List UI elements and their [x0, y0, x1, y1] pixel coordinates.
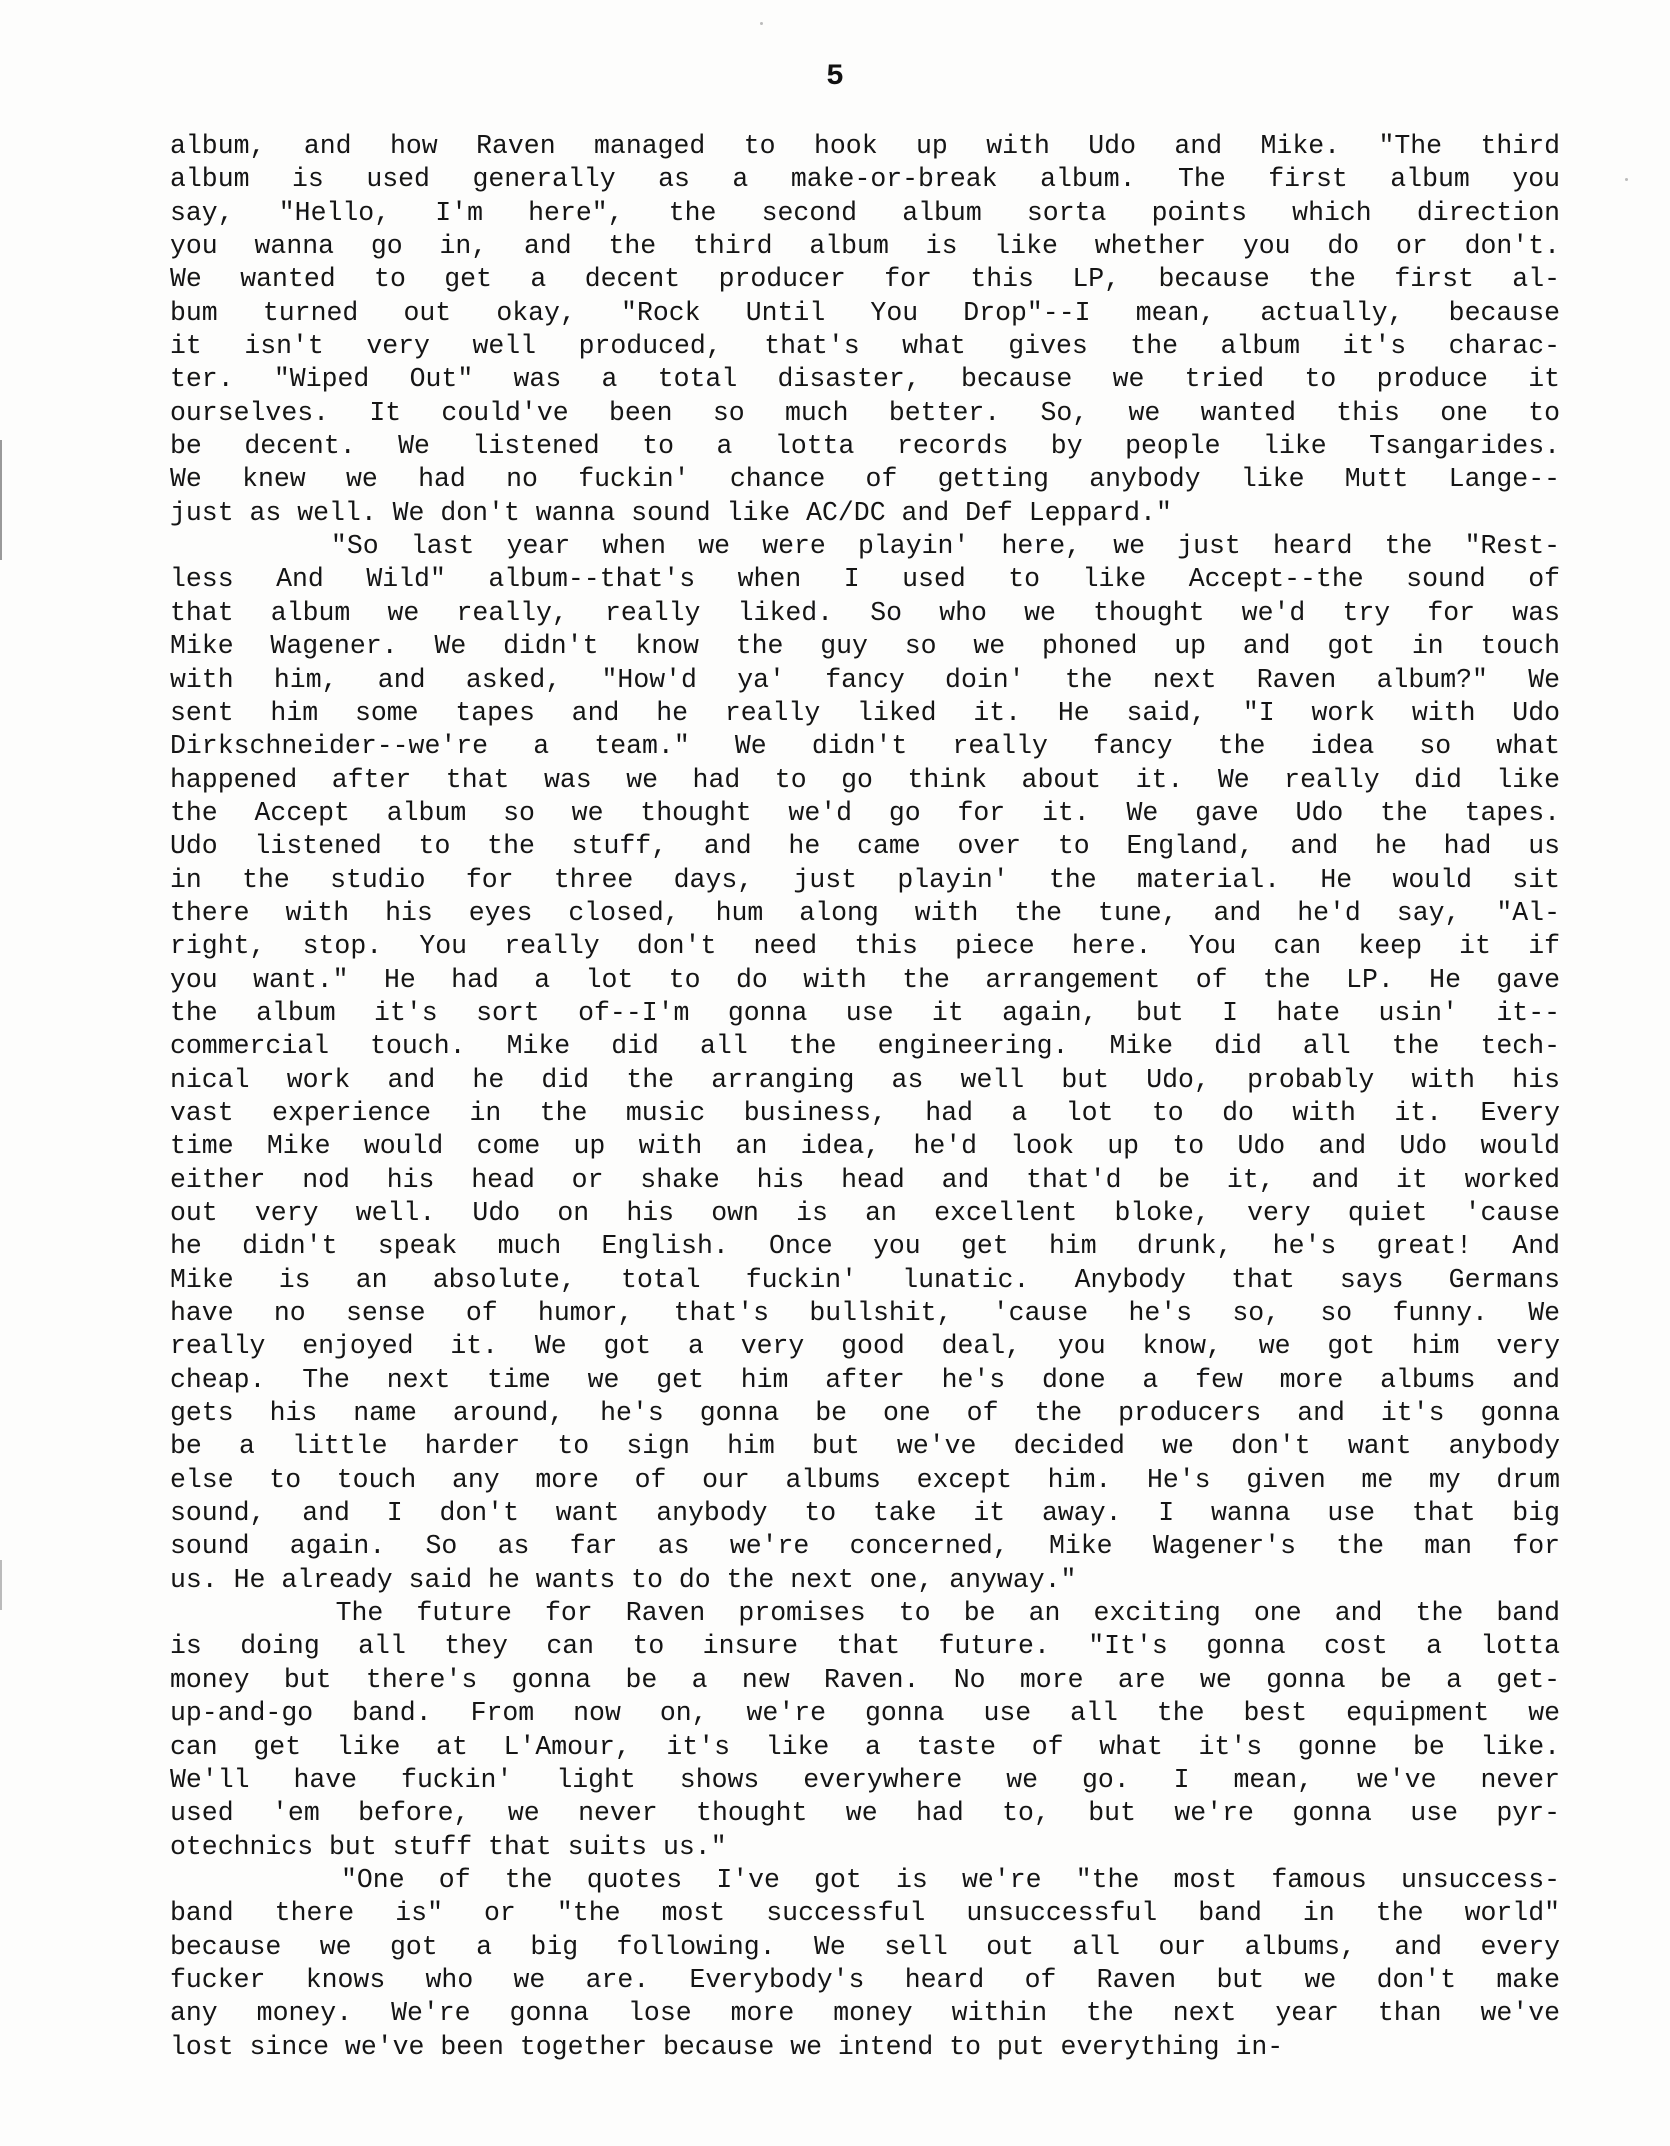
- paper-speck: [760, 22, 763, 25]
- text-line: have no sense of humor, that's bullshit, 'cause he's so, so funny. We: [170, 1298, 1560, 1329]
- text-line: We wanted to get a decent producer for this LP, because the first al-: [170, 264, 1560, 295]
- page-number: 5: [825, 60, 844, 94]
- text-line: because we got a big following. We sell out all our albums, and every: [170, 1931, 1560, 1962]
- text-line: Mike Wagener. We didn't know the guy so we phoned up and got in touch: [170, 631, 1560, 662]
- text-line: cheap. The next time we get him after he's done a few more albums and: [170, 1364, 1560, 1395]
- text-line: in the studio for three days, just playin' the material. He would sit: [170, 864, 1560, 895]
- text-line: that album we really, really liked. So who we thought we'd try for was: [170, 597, 1560, 628]
- text-line: "So last year when we were playin' here, we just heard the "Rest-: [170, 531, 1560, 562]
- text-line: used 'em before, we never thought we had to, but we're gonna use pyr-: [170, 1798, 1560, 1829]
- text-line: is doing all they can to insure that future. "It's gonna cost a lotta: [170, 1631, 1560, 1662]
- text-line: us. He already said he wants to do the next one, anyway.": [170, 1564, 1077, 1595]
- text-line: really enjoyed it. We got a very good deal, you know, we got him very: [170, 1331, 1560, 1362]
- text-line: be decent. We listened to a lotta records by people like Tsangarides.: [170, 431, 1560, 462]
- text-line: We knew we had no fuckin' chance of getting anybody like Mutt Lange--: [170, 464, 1560, 495]
- text-line: commercial touch. Mike did all the engineering. Mike did all the tech-: [170, 1031, 1560, 1062]
- text-line: sound, and I don't want anybody to take it away. I wanna use that big: [170, 1498, 1560, 1529]
- text-line: you wanna go in, and the third album is like whether you do or don't.: [170, 231, 1560, 262]
- text-line: ourselves. It could've been so much better. So, we wanted this one to: [170, 397, 1560, 428]
- text-line: album, and how Raven managed to hook up with Udo and Mike. "The third: [170, 131, 1560, 161]
- article-body: [170, 130, 1560, 2064]
- text-line: time Mike would come up with an idea, he'd look up to Udo and Udo would: [170, 1131, 1560, 1162]
- text-line: band there is" or "the most successful unsuccessful band in the world": [170, 1898, 1560, 1929]
- text-line: less And Wild" album--that's when I used to like Accept--the sound of: [170, 564, 1560, 595]
- text-line: ter. "Wiped Out" was a total disaster, because we tried to produce it: [170, 364, 1560, 395]
- text-line: nical work and he did the arranging as well but Udo, probably with his: [170, 1064, 1560, 1095]
- text-line: he didn't speak much English. Once you get him drunk, he's great! And: [170, 1231, 1560, 1262]
- text-line: the album it's sort of--I'm gonna use it again, but I hate usin' it--: [170, 997, 1560, 1028]
- text-line: The future for Raven promises to be an exciting one and the band: [170, 1598, 1560, 1629]
- text-line: with him, and asked, "How'd ya' fancy doin' the next Raven album?" We: [170, 664, 1560, 695]
- text-line: say, "Hello, I'm here", the second album sorta points which direction: [170, 197, 1560, 228]
- text-line: bum turned out okay, "Rock Until You Drop"--I mean, actually, because: [170, 297, 1560, 328]
- text-line: We'll have fuckin' light shows everywhere we go. I mean, we've never: [170, 1764, 1560, 1795]
- text-line: album is used generally as a make-or-break album. The first album you: [170, 164, 1560, 195]
- binder-hole-mark: [0, 1560, 18, 1610]
- text-line: the Accept album so we thought we'd go for it. We gave Udo the tapes.: [170, 797, 1560, 828]
- text-line: Mike is an absolute, total fuckin' lunatic. Anybody that says Germans: [170, 1264, 1560, 1295]
- paper-speck: [1625, 178, 1628, 181]
- text-line: you want." He had a lot to do with the arrangement of the LP. He gave: [170, 964, 1560, 995]
- text-line: out very well. Udo on his own is an excellent bloke, very quiet 'cause: [170, 1198, 1560, 1228]
- text-line: any money. We're gonna lose more money within the next year than we've: [170, 1998, 1560, 2029]
- text-line: happened after that was we had to go think about it. We really did like: [170, 764, 1560, 795]
- text-line: Udo listened to the stuff, and he came over to England, and he had us: [170, 831, 1560, 862]
- text-line: sent him some tapes and he really liked it. He said, "I work with Udo: [170, 697, 1560, 728]
- text-line: money but there's gonna be a new Raven. No more are we gonna be a get-: [170, 1664, 1560, 1695]
- binder-hole-mark: [0, 440, 18, 560]
- text-line: gets his name around, he's gonna be one of the producers and it's gonna: [170, 1398, 1560, 1429]
- text-line: it isn't very well produced, that's what gives the album it's charac-: [170, 331, 1560, 362]
- text-line: there with his eyes closed, hum along with the tune, and he'd say, "Al-: [170, 897, 1560, 928]
- text-line: else to touch any more of our albums except him. He's given me my drum: [170, 1464, 1560, 1495]
- text-line: Dirkschneider--we're a team." We didn't really fancy the idea so what: [170, 731, 1560, 762]
- text-line: be a little harder to sign him but we've decided we don't want anybody: [170, 1431, 1560, 1462]
- text-line: "One of the quotes I've got is we're "the most famous unsuccess-: [170, 1864, 1560, 1895]
- text-line: up-and-go band. From now on, we're gonna use all the best equipment we: [170, 1698, 1560, 1729]
- text-line: right, stop. You really don't need this piece here. You can keep it if: [170, 931, 1560, 962]
- text-line: can get like at L'Amour, it's like a taste of what it's gonne be like.: [170, 1731, 1560, 1762]
- text-line: lost since we've been together because we intend to put everything in-: [170, 2031, 1284, 2062]
- text-line: otechnics but stuff that suits us.": [170, 1831, 727, 1862]
- text-line: sound again. So as far as we're concerned, Mike Wagener's the man for: [170, 1531, 1560, 1562]
- text-line: fucker knows who we are. Everybody's heard of Raven but we don't make: [170, 1964, 1560, 1995]
- text-line: just as well. We don't wanna sound like AC/DC and Def Leppard.": [170, 497, 1172, 528]
- text-line: either nod his head or shake his head and that'd be it, and it worked: [170, 1164, 1560, 1195]
- text-line: vast experience in the music business, had a lot to do with it. Every: [170, 1097, 1560, 1128]
